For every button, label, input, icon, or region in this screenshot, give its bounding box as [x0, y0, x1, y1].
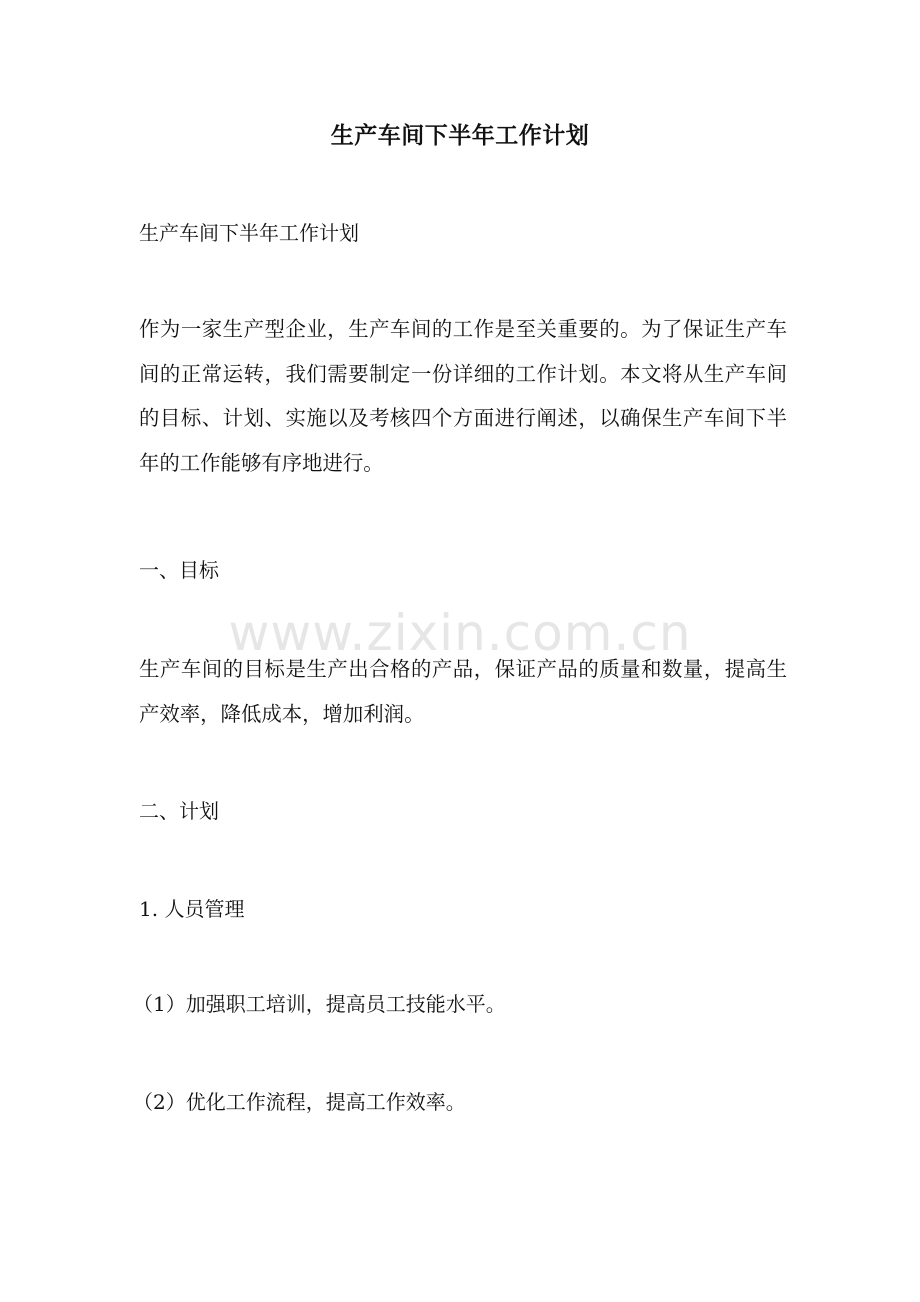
- watermark-text: www.zixin.com.cn: [228, 604, 692, 662]
- section-heading-goals: 一、目标: [139, 558, 219, 582]
- document-title: 生产车间下半年工作计划: [330, 122, 590, 149]
- item-heading-staff-management: 1. 人员管理: [139, 897, 245, 921]
- list-item-workflow: （2）优化工作流程，提高工作效率。: [133, 1090, 466, 1114]
- document-subtitle: 生产车间下半年工作计划: [139, 221, 359, 245]
- list-item-training: （1）加强职工培训，提高员工技能水平。: [133, 992, 506, 1016]
- goals-paragraph: 生产车间的目标是生产出合格的产品，保证产品的质量和数量，提高生产效率，降低成本，增加利润。: [139, 657, 787, 726]
- section-heading-plan: 二、计划: [139, 799, 219, 823]
- intro-paragraph: 作为一家生产型企业，生产车间的工作是至关重要的。为了保证生产车间的正常运转，我们需要制定一份详细的工作计划。本文将从生产车间的目标、计划、实施以及考核四个方面进行阐述，以确保生产车间下半年的工作能够有序地进行。: [139, 317, 787, 475]
